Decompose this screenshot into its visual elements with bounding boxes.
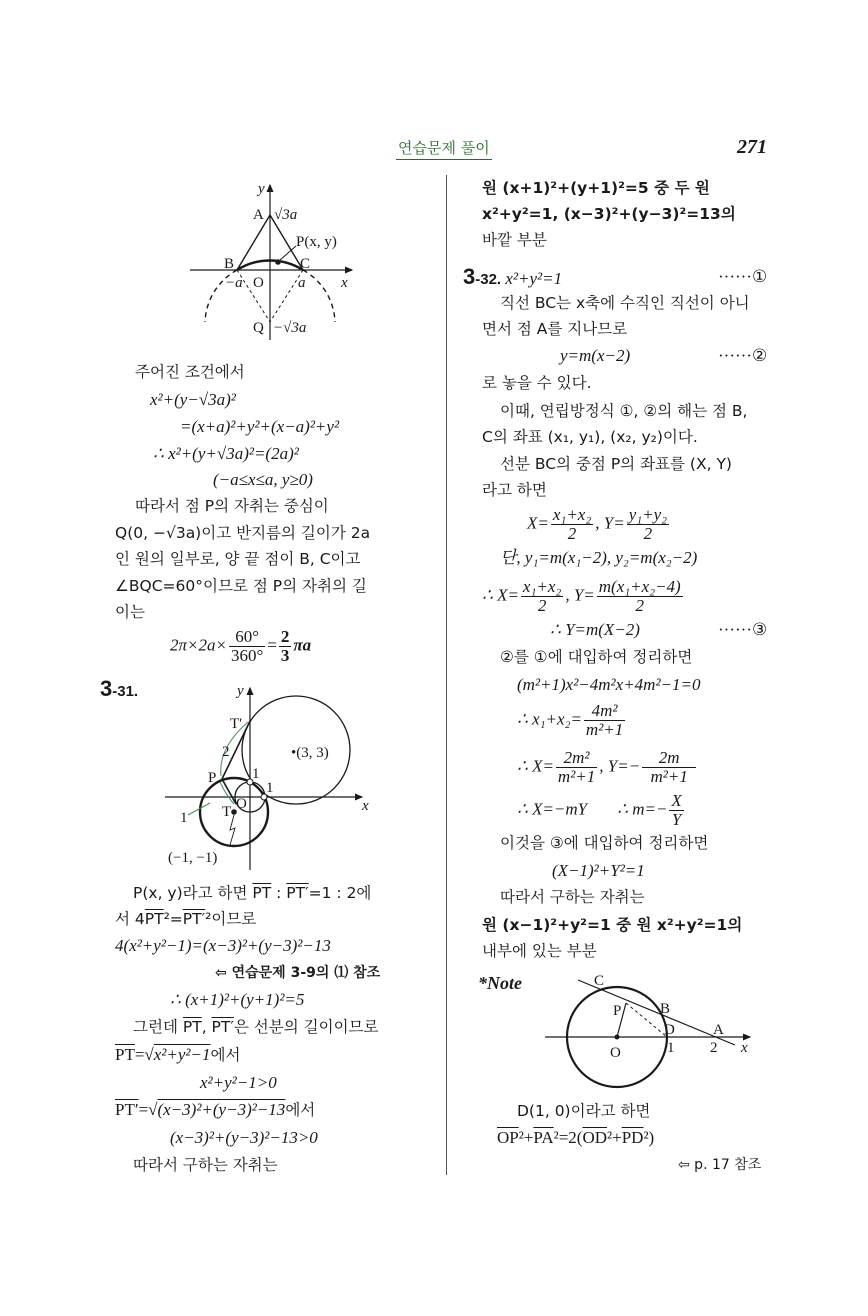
text: ²+	[607, 1128, 622, 1147]
fig2-length-2: 2	[222, 744, 230, 760]
fraction	[642, 749, 696, 786]
fig2-x-label: x	[362, 798, 369, 814]
segment-OD: $\overline{OD}$	[582, 1128, 608, 1147]
text-line: 로 놓을 수 있다.	[482, 374, 592, 392]
text-line: 이는	[115, 603, 145, 621]
equation-tag: ······③	[718, 620, 768, 639]
equation-m	[517, 792, 686, 829]
fig1-P: P(x, y)	[296, 234, 337, 250]
problem-index: -32.	[475, 271, 502, 288]
fig3-B: B	[660, 1001, 671, 1017]
text: ²=	[163, 910, 183, 928]
fig3-D: D	[664, 1022, 675, 1038]
fraction	[627, 506, 669, 543]
denominator: 360°	[230, 646, 264, 665]
text: ²=2(	[553, 1128, 583, 1147]
note-label: *Note	[478, 973, 522, 993]
denominator: Y	[671, 810, 682, 829]
equation: ∴ x²+(y+√3a)²=(2a)²	[153, 444, 299, 463]
formula-part: πa	[293, 635, 312, 655]
equation: x²+y²=1	[505, 269, 563, 288]
fig1-a: a	[298, 275, 306, 291]
numerator: m(x₁+x₂−4)	[598, 577, 681, 596]
denominator: 3	[280, 646, 290, 665]
reference-note: ⇦ p. 17 참조	[678, 1157, 762, 1173]
text: ²)	[643, 1128, 655, 1147]
fig2-one-y: 1	[252, 766, 260, 782]
text: ∴ X=−mY	[517, 799, 588, 819]
numerator: 2	[280, 627, 290, 646]
page-number: 271	[737, 136, 767, 158]
text: :	[271, 884, 287, 902]
numerator: 2m	[642, 749, 696, 768]
text-line	[115, 908, 256, 930]
text: ∴ x₁+x₂=	[517, 709, 582, 729]
equals: =	[267, 635, 277, 655]
segment-PT-prime: PT′	[182, 910, 206, 928]
fraction-result	[279, 628, 292, 665]
answer-line: 내부에 있는 부분	[482, 942, 597, 960]
fig3-x-label: x	[741, 1040, 748, 1056]
equation-tag: ······①	[718, 267, 768, 286]
fig1-A: A	[253, 207, 264, 223]
fraction	[521, 578, 563, 615]
fig1-neg-a: −a	[225, 275, 243, 291]
text: X=	[527, 513, 549, 533]
fraction	[551, 506, 593, 543]
text-line: 선분 BC의 중점 P의 좌표를 (X, Y)	[500, 455, 732, 473]
answer-line: x²+y²=1, (x−3)²+(y−3)²=13의	[482, 205, 736, 223]
text-line: D(1, 0)이라고 하면	[517, 1102, 651, 1120]
equation-median	[497, 1127, 654, 1149]
denominator: m²+1	[650, 767, 688, 786]
equation-midpoint	[482, 578, 685, 615]
answer-line: 원 (x+1)²+(y+1)²=5 중 두 원	[482, 179, 710, 197]
answer-line: 원 (x−1)²+y²=1 중 원 x²+y²=1의	[482, 916, 743, 934]
fig2-center-3-3: •(3, 3)	[291, 745, 329, 761]
segment-PT-prime: PT′	[211, 1018, 234, 1036]
text: , Y=	[565, 585, 595, 605]
segment-PA: $\overline{PA}$	[533, 1128, 554, 1147]
fig2-y-label: y	[237, 683, 244, 699]
problem-3-32-header	[463, 266, 793, 291]
text: 은 선분의 길이이므로	[233, 1018, 379, 1036]
text-line: C의 좌표 (x₁, y₁), (x₂, y₂)이다.	[482, 428, 698, 446]
fig2-T-prime: T′	[230, 716, 243, 732]
text: 에서	[285, 1101, 316, 1119]
problem-number-3-31	[100, 678, 138, 703]
text: 에서	[210, 1046, 241, 1064]
fig1-Q: Q	[253, 320, 264, 336]
text: ²+	[518, 1128, 534, 1147]
fraction	[584, 702, 625, 739]
formula-part: 2π×2a×	[170, 635, 227, 655]
fig2-one-x: 1	[266, 780, 274, 796]
equation	[115, 1099, 315, 1121]
text: , Y=−	[599, 756, 641, 776]
radicand: (x−3)²+(y−3)²−13	[157, 1100, 286, 1119]
fig1-Q-value: −√3a	[273, 320, 307, 336]
fraction	[556, 749, 597, 786]
sqrt: =√	[134, 1045, 154, 1064]
fig1-O: O	[253, 275, 264, 291]
text: , Y=	[595, 513, 625, 533]
text-line: 이때, 연립방정식 ①, ②의 해는 점 B,	[500, 402, 748, 420]
equation: (X−1)²+Y²=1	[552, 861, 645, 880]
denominator: 2	[643, 524, 653, 543]
text-line: 따라서 구하는 자취는	[133, 1156, 278, 1174]
denominator: 2	[635, 596, 644, 615]
text-line: Q(0, −√3a)이고 반지름의 길이가 2a	[115, 524, 371, 542]
equation: ∴ (x+1)²+(y+1)²=5	[170, 990, 305, 1009]
text: =1 : 2에	[308, 884, 372, 902]
segment-PT: $\overline{PT}$	[252, 884, 272, 902]
fig2-O: O	[236, 796, 247, 812]
text: P(x, y)라고 하면	[133, 884, 253, 902]
fig3-P: P	[613, 1003, 622, 1019]
answer-line: 바깥 부분	[482, 231, 547, 249]
text-line: 면서 점 A를 지나므로	[482, 320, 628, 338]
fig1-A-value: √3a	[274, 207, 298, 223]
segment-PT: $\overline{PT}$	[115, 1045, 135, 1064]
equation: (x−3)²+(y−3)²−13>0	[170, 1128, 318, 1147]
text: ∴ X=	[517, 756, 554, 776]
equation: =(x+a)²+y²+(x−a)²+y²	[180, 417, 340, 436]
fig3-tick-2: 2	[710, 1040, 718, 1056]
fig1-B: B	[224, 256, 235, 272]
numerator: 2m²	[556, 749, 597, 768]
arc-length-formula	[170, 628, 311, 665]
text-line: 라고 하면	[482, 481, 547, 499]
fig2-P: P	[208, 770, 217, 786]
equation: x²+y²−1>0	[200, 1073, 277, 1092]
fig1-y-label: y	[258, 181, 265, 197]
text-line: 인 원의 일부로, 양 끝 점이 B, C이고	[115, 550, 361, 568]
problem-chapter: 3	[100, 676, 113, 701]
segment-PT-prime: PT′	[286, 884, 309, 902]
denominator: m²+1	[585, 720, 624, 739]
equation-midpoint	[527, 506, 671, 543]
segment-OP: $\overline{OP}$	[497, 1128, 519, 1147]
text: ∴ X=	[482, 585, 519, 605]
text: ∴ m=−	[617, 799, 668, 819]
equation: (m²+1)x²−4m²x+4m²−1=0	[517, 675, 701, 694]
text-line: 이것을 ③에 대입하여 정리하면	[500, 834, 709, 852]
numerator: x₁+x₂	[552, 505, 592, 524]
reference-note: ⇦ 연습문제 3-9의 ⑴ 참조	[215, 965, 381, 981]
fraction	[597, 578, 683, 615]
segment-PD: $\overline{PD}$	[621, 1128, 644, 1147]
numerator: y₁+y₂	[628, 505, 668, 524]
fraction	[669, 792, 683, 829]
numerator: 60°	[229, 628, 265, 647]
fig3-C: C	[594, 973, 605, 989]
section-title: 연습문제 풀이	[396, 137, 492, 160]
fig3-tick-1: 1	[667, 1040, 675, 1056]
equation: y=m(x−2)	[560, 346, 631, 365]
text-line: 주어진 조건에서	[135, 363, 245, 381]
segment-PT: $\overline{PT}$	[182, 1018, 202, 1036]
problem-index: -31.	[112, 683, 139, 700]
denominator: 2	[567, 524, 577, 543]
equation-XY	[517, 749, 698, 786]
text-line: 직선 BC는 x축에 수직인 직선이 아니	[500, 294, 750, 312]
fig2-length-1: 1	[180, 810, 188, 826]
equation: 4(x²+y²−1)=(x−3)²+(y−3)²−13	[115, 936, 331, 955]
equation-condition: (−a≤x≤a, y≥0)	[213, 470, 313, 489]
equation-tag: ······②	[718, 346, 768, 365]
numerator: X	[671, 791, 682, 810]
problem-chapter: 3	[463, 264, 476, 289]
text: 서 4	[115, 910, 145, 928]
equation	[115, 1044, 240, 1066]
numerator: 4m²	[584, 702, 625, 721]
numerator: x₁+x₂	[522, 577, 562, 596]
fraction-angle	[229, 628, 265, 665]
text: ,	[201, 1018, 212, 1036]
fig2-T: T	[222, 804, 232, 820]
text: ²이므로	[205, 910, 257, 928]
denominator: 2	[537, 596, 547, 615]
text-line: ∠BQC=60°이므로 점 P의 자취의 길	[115, 577, 367, 595]
fig1-x-label: x	[341, 275, 348, 291]
fig3-A: A	[713, 1022, 724, 1038]
text-line	[133, 1016, 379, 1038]
fig2-center-neg1: (−1, −1)	[168, 850, 218, 866]
fig3-O: O	[610, 1045, 621, 1061]
segment-PT-prime: PT′	[115, 1100, 139, 1119]
text-line	[133, 882, 371, 904]
equation: ∴ Y=m(X−2)	[550, 620, 640, 639]
fig1-C: C	[300, 256, 311, 272]
equation-sum	[517, 702, 627, 739]
radicand: x²+y²−1	[153, 1045, 211, 1064]
segment-PT: $\overline{PT}$	[144, 910, 164, 928]
equation: x²+(y−√3a)²	[150, 390, 236, 409]
text: 그런데	[133, 1018, 183, 1036]
equation: 단, y₁=m(x₁−2), y₂=m(x₂−2)	[500, 548, 698, 567]
equation-line	[560, 345, 800, 367]
sqrt: =√	[138, 1100, 158, 1119]
text-line: 따라서 점 P의 자취는 중심이	[135, 497, 329, 515]
denominator: m²+1	[557, 767, 596, 786]
equation-line	[550, 619, 790, 641]
text-line: 따라서 구하는 자취는	[500, 888, 645, 906]
text-line: ②를 ①에 대입하여 정리하면	[500, 648, 693, 666]
